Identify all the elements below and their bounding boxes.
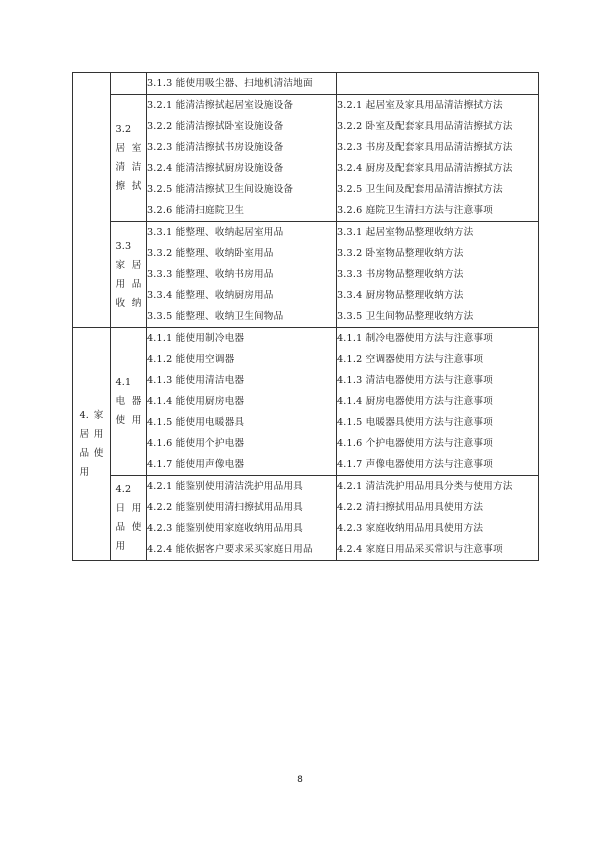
skill-item: 4.1.4 能使用厨房电器 bbox=[147, 396, 245, 407]
knowledge-item: 4.1.7 声像电器使用方法与注意事项 bbox=[337, 459, 493, 470]
skill-item: 3.2.4 能清洁擦拭厨房设施设备 bbox=[147, 163, 284, 174]
skills-cell bbox=[147, 328, 337, 476]
section-cell-4: 4. 家居用品使用 bbox=[73, 328, 111, 561]
skills-cell bbox=[147, 476, 337, 561]
knowledge-item: 3.3.1 起居室物品整理收纳方法 bbox=[337, 227, 474, 238]
skill-item: 3.3.5 能整理、收纳卫生间物品 bbox=[147, 311, 284, 322]
table-row bbox=[73, 222, 539, 328]
skills-table bbox=[72, 72, 539, 561]
skill-item: 4.1.6 能使用个护电器 bbox=[147, 438, 245, 449]
knowledge-item: 3.2.3 书房及配套家具用品清洁擦拭方法 bbox=[337, 142, 513, 153]
knowledge-cell bbox=[337, 73, 539, 95]
skills-cell bbox=[147, 73, 337, 95]
table-row bbox=[73, 95, 539, 222]
skill-item: 4.1.5 能使用电暖器具 bbox=[147, 417, 245, 428]
skill-item: 4.2.4 能依据客户要求采买家庭日用品 bbox=[147, 544, 313, 555]
knowledge-item: 3.2.4 厨房及配套家具用品清洁擦拭方法 bbox=[337, 163, 513, 174]
knowledge-item: 4.2.4 家庭日用品采买常识与注意事项 bbox=[337, 544, 503, 555]
knowledge-item: 3.2.1 起居室及家具用品清洁擦拭方法 bbox=[337, 100, 503, 111]
skills-cell bbox=[147, 95, 337, 222]
skill-item: 3.2.2 能清洁擦拭卧室设施设备 bbox=[147, 121, 284, 132]
skill-item: 3.3.4 能整理、收纳厨房用品 bbox=[147, 290, 274, 301]
knowledge-item: 4.2.2 清扫擦拭用品用具使用方法 bbox=[337, 502, 484, 513]
skills-cell bbox=[147, 222, 337, 328]
module-cell: 3.3 家居用品收纳 bbox=[111, 222, 147, 328]
knowledge-item: 4.2.1 清洁洗护用品用具分类与使用方法 bbox=[337, 481, 513, 492]
skill-item: 3.3.2 能整理、收纳卧室用品 bbox=[147, 248, 274, 259]
module-cell bbox=[111, 73, 147, 95]
skill-item: 3.2.1 能清洁擦拭起居室设施设备 bbox=[147, 100, 294, 111]
knowledge-cell bbox=[337, 222, 539, 328]
knowledge-item: 4.1.6 个护电器使用方法与注意事项 bbox=[337, 438, 493, 449]
skill-item: 3.1.3 能使用吸尘器、扫地机清洁地面 bbox=[147, 78, 313, 89]
knowledge-item bbox=[337, 73, 538, 94]
knowledge-item: 3.3.3 书房物品整理收纳方法 bbox=[337, 269, 464, 280]
knowledge-cell bbox=[337, 476, 539, 561]
knowledge-item: 3.2.5 卫生间及配套用品清洁擦拭方法 bbox=[337, 184, 503, 195]
module-cell: 3.2 居室清洁擦拭 bbox=[111, 95, 147, 222]
module-cell: 4.2 日用品使用 bbox=[111, 476, 147, 561]
page-number: 8 bbox=[297, 775, 303, 785]
knowledge-item: 3.2.2 卧室及配套家具用品清洁擦拭方法 bbox=[337, 121, 513, 132]
skill-item: 3.3.1 能整理、收纳起居室用品 bbox=[147, 227, 284, 238]
section-cell-3 bbox=[73, 73, 111, 328]
knowledge-item: 4.1.4 厨房电器使用方法与注意事项 bbox=[337, 396, 493, 407]
knowledge-item: 4.1.5 电暖器具使用方法与注意事项 bbox=[337, 417, 493, 428]
module-cell: 4.1 电器使用 bbox=[111, 328, 147, 476]
skill-item: 4.2.1 能鉴别使用清洁洗护用品用具 bbox=[147, 481, 303, 492]
skill-item: 4.2.3 能鉴别使用家庭收纳用品用具 bbox=[147, 523, 303, 534]
skill-item: 4.1.2 能使用空调器 bbox=[147, 354, 235, 365]
knowledge-item: 4.2.3 家庭收纳用品用具使用方法 bbox=[337, 523, 484, 534]
skill-item: 3.2.6 能清扫庭院卫生 bbox=[147, 205, 245, 216]
knowledge-cell bbox=[337, 95, 539, 222]
knowledge-item: 3.2.6 庭院卫生清扫方法与注意事项 bbox=[337, 205, 493, 216]
skill-item: 3.2.3 能清洁擦拭书房设施设备 bbox=[147, 142, 284, 153]
table-row bbox=[73, 73, 539, 95]
skill-item: 4.1.7 能使用声像电器 bbox=[147, 459, 245, 470]
skill-item: 4.1.1 能使用制冷电器 bbox=[147, 333, 245, 344]
skill-item: 3.3.3 能整理、收纳书房用品 bbox=[147, 269, 274, 280]
skill-item: 4.2.2 能鉴别使用清扫擦拭用品用具 bbox=[147, 502, 303, 513]
knowledge-cell bbox=[337, 328, 539, 476]
knowledge-item: 3.3.5 卫生间物品整理收纳方法 bbox=[337, 311, 474, 322]
table-row bbox=[73, 476, 539, 561]
knowledge-item: 3.3.2 卧室物品整理收纳方法 bbox=[337, 248, 464, 259]
table-row bbox=[73, 328, 539, 476]
knowledge-item: 3.3.4 厨房物品整理收纳方法 bbox=[337, 290, 464, 301]
skill-item: 3.2.5 能清洁擦拭卫生间设施设备 bbox=[147, 184, 294, 195]
knowledge-item: 4.1.3 清洁电器使用方法与注意事项 bbox=[337, 375, 493, 386]
knowledge-item: 4.1.2 空调器使用方法与注意事项 bbox=[337, 354, 484, 365]
knowledge-item: 4.1.1 制冷电器使用方法与注意事项 bbox=[337, 333, 493, 344]
skill-item: 4.1.3 能使用清洁电器 bbox=[147, 375, 245, 386]
